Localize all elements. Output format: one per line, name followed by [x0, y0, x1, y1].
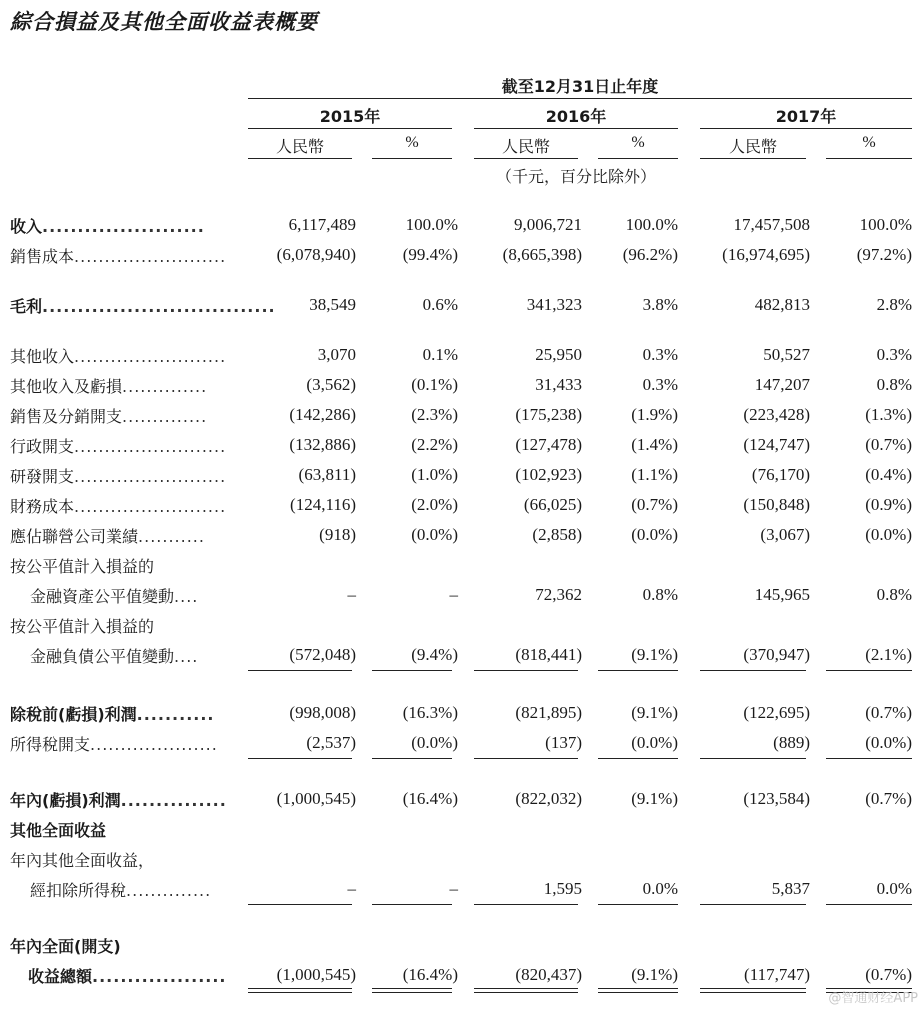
- table-row: [0, 240, 924, 268]
- subtotal-rule: [598, 758, 678, 759]
- row-label-text: 其他收入及虧損: [10, 377, 123, 396]
- cell-rmb-2016: 72,362: [535, 585, 582, 604]
- subtotal-rule: [248, 904, 352, 905]
- leader-dots: .......................: [42, 217, 205, 236]
- cell-pct-2015: –: [449, 879, 458, 898]
- row-label-text: 除稅前(虧損)利潤: [10, 705, 137, 724]
- leader-dots: .........................: [74, 497, 227, 516]
- cell-pct-2017: (0.4%): [865, 465, 912, 484]
- table-row: [0, 640, 924, 668]
- cell-pct-2017: 100.0%: [859, 215, 912, 234]
- cell-pct-2017: 2.8%: [876, 295, 912, 314]
- subtotal-rule: [474, 670, 578, 671]
- page-title: 綜合損益及其他全面收益表概要: [10, 10, 318, 34]
- table-row: [0, 960, 924, 988]
- table-row: [0, 290, 924, 318]
- cell-pct-2016: 0.3%: [642, 345, 678, 364]
- row-label: [10, 554, 232, 577]
- cell-rmb-2016: (820,437): [515, 965, 582, 984]
- row-label-text: 年內全面(開支): [10, 937, 121, 956]
- row-label: [10, 848, 232, 871]
- row-label: [10, 524, 232, 547]
- leader-dots: ....: [174, 647, 199, 666]
- year-rule-2016: [474, 128, 678, 129]
- row-label-text: 其他收入: [10, 347, 75, 366]
- year-header-2016: 2016年: [545, 107, 607, 126]
- currency-header-2017: 人民幣: [728, 137, 777, 156]
- subtotal-rule: [598, 904, 678, 905]
- cell-rmb-2016: (127,478): [515, 435, 582, 454]
- leader-dots: ...................: [92, 967, 227, 986]
- cell-rmb-2017: (370,947): [743, 645, 810, 664]
- cell-rmb-2015: 3,070: [317, 345, 356, 364]
- cell-rmb-2015: (998,008): [289, 703, 356, 722]
- subtotal-rule: [700, 904, 806, 905]
- table-row: [0, 490, 924, 518]
- cell-pct-2017: 0.3%: [876, 345, 912, 364]
- cell-rmb-2017: (150,848): [743, 495, 810, 514]
- leader-dots: ...........: [136, 705, 215, 724]
- row-label: [10, 788, 232, 811]
- watermark: @智通财经APP: [828, 991, 918, 1006]
- cell-rmb-2017: (889): [773, 733, 810, 752]
- sub-rule-2: [372, 158, 452, 159]
- cell-pct-2017: (0.0%): [865, 525, 912, 544]
- row-label: [10, 374, 232, 397]
- row-label-text: 收益總額: [28, 967, 93, 986]
- cell-pct-2016: (9.1%): [631, 645, 678, 664]
- table-row: [0, 210, 924, 238]
- leader-dots: ..............: [122, 407, 208, 426]
- cell-pct-2015: –: [449, 585, 458, 604]
- row-label-text: 收入: [10, 217, 43, 236]
- cell-pct-2016: (0.0%): [631, 733, 678, 752]
- row-label: [30, 878, 232, 901]
- subtotal-rule: [372, 904, 452, 905]
- cell-rmb-2015: (918): [319, 525, 356, 544]
- cell-rmb-2015: (6,078,940): [276, 245, 356, 264]
- total-double-rule: [700, 988, 806, 993]
- cell-pct-2015: (99.4%): [402, 245, 458, 264]
- cell-rmb-2016: 341,323: [526, 295, 582, 314]
- row-label-text: 其他全面收益: [10, 821, 107, 840]
- row-label: [30, 644, 232, 667]
- row-label-text: 金融負債公平值變動: [30, 647, 175, 666]
- sub-rule-1: [248, 158, 352, 159]
- row-label: [10, 244, 232, 267]
- table-row: [0, 580, 924, 608]
- row-label-text: 銷售成本: [10, 247, 75, 266]
- subtotal-rule: [826, 670, 912, 671]
- table-row: [0, 550, 924, 578]
- row-label: [10, 818, 232, 841]
- subtotal-rule: [700, 758, 806, 759]
- cell-pct-2015: (0.0%): [411, 733, 458, 752]
- table-row: [0, 698, 924, 726]
- cell-rmb-2015: (132,886): [289, 435, 356, 454]
- cell-rmb-2017: (3,067): [760, 525, 810, 544]
- cell-pct-2017: (1.3%): [865, 405, 912, 424]
- period-header: 截至12月31日止年度: [501, 77, 659, 96]
- row-label: [10, 214, 232, 237]
- cell-rmb-2017: (117,747): [744, 965, 810, 984]
- row-label-text: 應佔聯營公司業績: [10, 527, 139, 546]
- cell-rmb-2016: 9,006,721: [514, 215, 582, 234]
- row-label: [10, 732, 232, 755]
- row-label: [10, 344, 232, 367]
- cell-rmb-2017: 145,965: [754, 585, 810, 604]
- cell-rmb-2016: (102,923): [515, 465, 582, 484]
- cell-pct-2016: 0.3%: [642, 375, 678, 394]
- period-rule: [248, 98, 912, 99]
- total-double-rule: [474, 988, 578, 993]
- cell-pct-2016: (0.7%): [631, 495, 678, 514]
- row-label-text: 年內其他全面收益，: [10, 851, 155, 870]
- cell-pct-2016: (9.1%): [631, 965, 678, 984]
- cell-pct-2015: (2.2%): [411, 435, 458, 454]
- table-row: [0, 430, 924, 458]
- leader-dots: ..............: [122, 377, 208, 396]
- row-label: [10, 434, 232, 457]
- cell-rmb-2016: (822,032): [515, 789, 582, 808]
- cell-rmb-2017: (124,747): [743, 435, 810, 454]
- leader-dots: .....................: [90, 735, 218, 754]
- cell-pct-2015: (9.4%): [411, 645, 458, 664]
- cell-pct-2016: (1.9%): [631, 405, 678, 424]
- percent-header-2015: %: [405, 134, 419, 151]
- cell-rmb-2017: 50,527: [763, 345, 810, 364]
- cell-rmb-2017: (122,695): [743, 703, 810, 722]
- subtotal-rule: [598, 670, 678, 671]
- row-label: [30, 584, 232, 607]
- row-label: [10, 294, 276, 317]
- cell-pct-2016: 0.0%: [642, 879, 678, 898]
- cell-rmb-2015: (2,537): [306, 733, 356, 752]
- cell-pct-2016: (1.1%): [631, 465, 678, 484]
- cell-rmb-2017: 17,457,508: [733, 215, 810, 234]
- cell-rmb-2017: 147,207: [754, 375, 810, 394]
- cell-rmb-2017: (223,428): [743, 405, 810, 424]
- cell-pct-2016: (9.1%): [631, 789, 678, 808]
- percent-header-2016: %: [631, 134, 645, 151]
- table-row: [0, 814, 924, 842]
- cell-rmb-2015: (3,562): [306, 375, 356, 394]
- table-row: [0, 340, 924, 368]
- row-label-text: 研發開支: [10, 467, 75, 486]
- subtotal-rule: [826, 758, 912, 759]
- year-rule-2015: [248, 128, 452, 129]
- row-label-text: 按公平值計入損益的: [10, 557, 155, 576]
- cell-rmb-2015: 6,117,489: [288, 215, 356, 234]
- cell-pct-2017: 0.8%: [876, 375, 912, 394]
- table-row: [0, 844, 924, 872]
- cell-pct-2017: (0.7%): [865, 703, 912, 722]
- row-label-text: 銷售及分銷開支: [10, 407, 123, 426]
- row-label: [10, 494, 232, 517]
- cell-pct-2015: 0.1%: [422, 345, 458, 364]
- cell-rmb-2015: –: [347, 585, 356, 604]
- cell-rmb-2015: (124,116): [290, 495, 356, 514]
- year-rule-2017: [700, 128, 912, 129]
- cell-pct-2015: (0.1%): [411, 375, 458, 394]
- cell-rmb-2016: 25,950: [535, 345, 582, 364]
- subtotal-rule: [372, 758, 452, 759]
- cell-rmb-2017: 5,837: [771, 879, 810, 898]
- cell-rmb-2016: (175,238): [515, 405, 582, 424]
- year-header-2015: 2015年: [319, 107, 381, 126]
- cell-pct-2016: (9.1%): [631, 703, 678, 722]
- cell-rmb-2016: (818,441): [515, 645, 582, 664]
- row-label: [10, 934, 232, 957]
- row-label: [10, 614, 232, 637]
- leader-dots: .................................: [42, 297, 276, 316]
- table-row: [0, 610, 924, 638]
- cell-pct-2015: (0.0%): [411, 525, 458, 544]
- row-label-text: 所得稅開支: [10, 735, 91, 754]
- row-label-text: 財務成本: [10, 497, 75, 516]
- cell-pct-2016: (96.2%): [622, 245, 678, 264]
- table-row: [0, 728, 924, 756]
- cell-pct-2017: 0.0%: [876, 879, 912, 898]
- cell-pct-2017: (0.7%): [865, 965, 912, 984]
- cell-pct-2017: (0.7%): [865, 435, 912, 454]
- sub-rule-3: [474, 158, 578, 159]
- row-label-text: 行政開支: [10, 437, 75, 456]
- cell-pct-2015: (16.3%): [402, 703, 458, 722]
- cell-rmb-2015: (572,048): [289, 645, 356, 664]
- cell-pct-2015: 0.6%: [422, 295, 458, 314]
- row-label-text: 毛利: [10, 297, 43, 316]
- leader-dots: ....: [174, 587, 199, 606]
- cell-pct-2017: (97.2%): [856, 245, 912, 264]
- cell-rmb-2016: 31,433: [535, 375, 582, 394]
- row-label: [10, 702, 232, 725]
- cell-rmb-2016: (8,665,398): [502, 245, 582, 264]
- year-header-2017: 2017年: [775, 107, 837, 126]
- sub-rule-5: [700, 158, 806, 159]
- cell-pct-2016: (1.4%): [631, 435, 678, 454]
- cell-rmb-2017: (16,974,695): [722, 245, 810, 264]
- table-row: [0, 370, 924, 398]
- subtotal-rule: [248, 758, 352, 759]
- cell-rmb-2017: 482,813: [754, 295, 810, 314]
- row-label-text: 經扣除所得稅: [30, 881, 127, 900]
- leader-dots: .........................: [74, 247, 227, 266]
- sub-rule-4: [598, 158, 678, 159]
- leader-dots: .........................: [74, 347, 227, 366]
- cell-pct-2017: 0.8%: [876, 585, 912, 604]
- cell-rmb-2017: (76,170): [751, 465, 810, 484]
- cell-pct-2015: (16.4%): [402, 789, 458, 808]
- row-label: [10, 404, 232, 427]
- table-row: [0, 460, 924, 488]
- table-row: [0, 784, 924, 812]
- cell-rmb-2015: (1,000,545): [276, 789, 356, 808]
- cell-rmb-2016: (2,858): [532, 525, 582, 544]
- subtotal-rule: [248, 670, 352, 671]
- table-row: [0, 520, 924, 548]
- unit-note: （千元，百分比除外）: [495, 167, 656, 186]
- cell-pct-2017: (0.0%): [865, 733, 912, 752]
- cell-pct-2015: 100.0%: [405, 215, 458, 234]
- leader-dots: ..............: [126, 881, 212, 900]
- cell-rmb-2015: 38,549: [309, 295, 356, 314]
- sub-rule-6: [826, 158, 912, 159]
- cell-rmb-2016: (137): [545, 733, 582, 752]
- subtotal-rule: [474, 758, 578, 759]
- cell-pct-2016: 3.8%: [642, 295, 678, 314]
- total-double-rule: [598, 988, 678, 993]
- cell-pct-2015: (16.4%): [402, 965, 458, 984]
- subtotal-rule: [474, 904, 578, 905]
- leader-dots: .........................: [74, 437, 227, 456]
- total-double-rule: [372, 988, 452, 993]
- subtotal-rule: [372, 670, 452, 671]
- row-label: [28, 964, 232, 987]
- cell-rmb-2016: (66,025): [523, 495, 582, 514]
- cell-pct-2016: 0.8%: [642, 585, 678, 604]
- cell-rmb-2017: (123,584): [743, 789, 810, 808]
- row-label-text: 金融資產公平值變動: [30, 587, 175, 606]
- cell-rmb-2015: –: [347, 879, 356, 898]
- cell-rmb-2015: (142,286): [289, 405, 356, 424]
- leader-dots: ...............: [120, 791, 227, 810]
- table-row: [0, 930, 924, 958]
- table-row: [0, 400, 924, 428]
- subtotal-rule: [826, 904, 912, 905]
- percent-header-2017: %: [862, 134, 876, 151]
- cell-pct-2016: (0.0%): [631, 525, 678, 544]
- row-label: [10, 464, 232, 487]
- row-label-text: 年內(虧損)利潤: [10, 791, 121, 810]
- cell-pct-2016: 100.0%: [625, 215, 678, 234]
- leader-dots: ...........: [138, 527, 205, 546]
- cell-pct-2017: (0.7%): [865, 789, 912, 808]
- cell-pct-2015: (2.3%): [411, 405, 458, 424]
- total-double-rule: [248, 988, 352, 993]
- cell-rmb-2015: (63,811): [298, 465, 356, 484]
- cell-pct-2015: (1.0%): [411, 465, 458, 484]
- currency-header-2015: 人民幣: [275, 137, 324, 156]
- subtotal-rule: [700, 670, 806, 671]
- cell-pct-2017: (0.9%): [865, 495, 912, 514]
- leader-dots: .........................: [74, 467, 227, 486]
- table-row: [0, 874, 924, 902]
- cell-pct-2017: (2.1%): [865, 645, 912, 664]
- cell-rmb-2016: (821,895): [515, 703, 582, 722]
- currency-header-2016: 人民幣: [501, 137, 550, 156]
- cell-pct-2015: (2.0%): [411, 495, 458, 514]
- cell-rmb-2015: (1,000,545): [276, 965, 356, 984]
- row-label-text: 按公平值計入損益的: [10, 617, 155, 636]
- cell-rmb-2016: 1,595: [543, 879, 582, 898]
